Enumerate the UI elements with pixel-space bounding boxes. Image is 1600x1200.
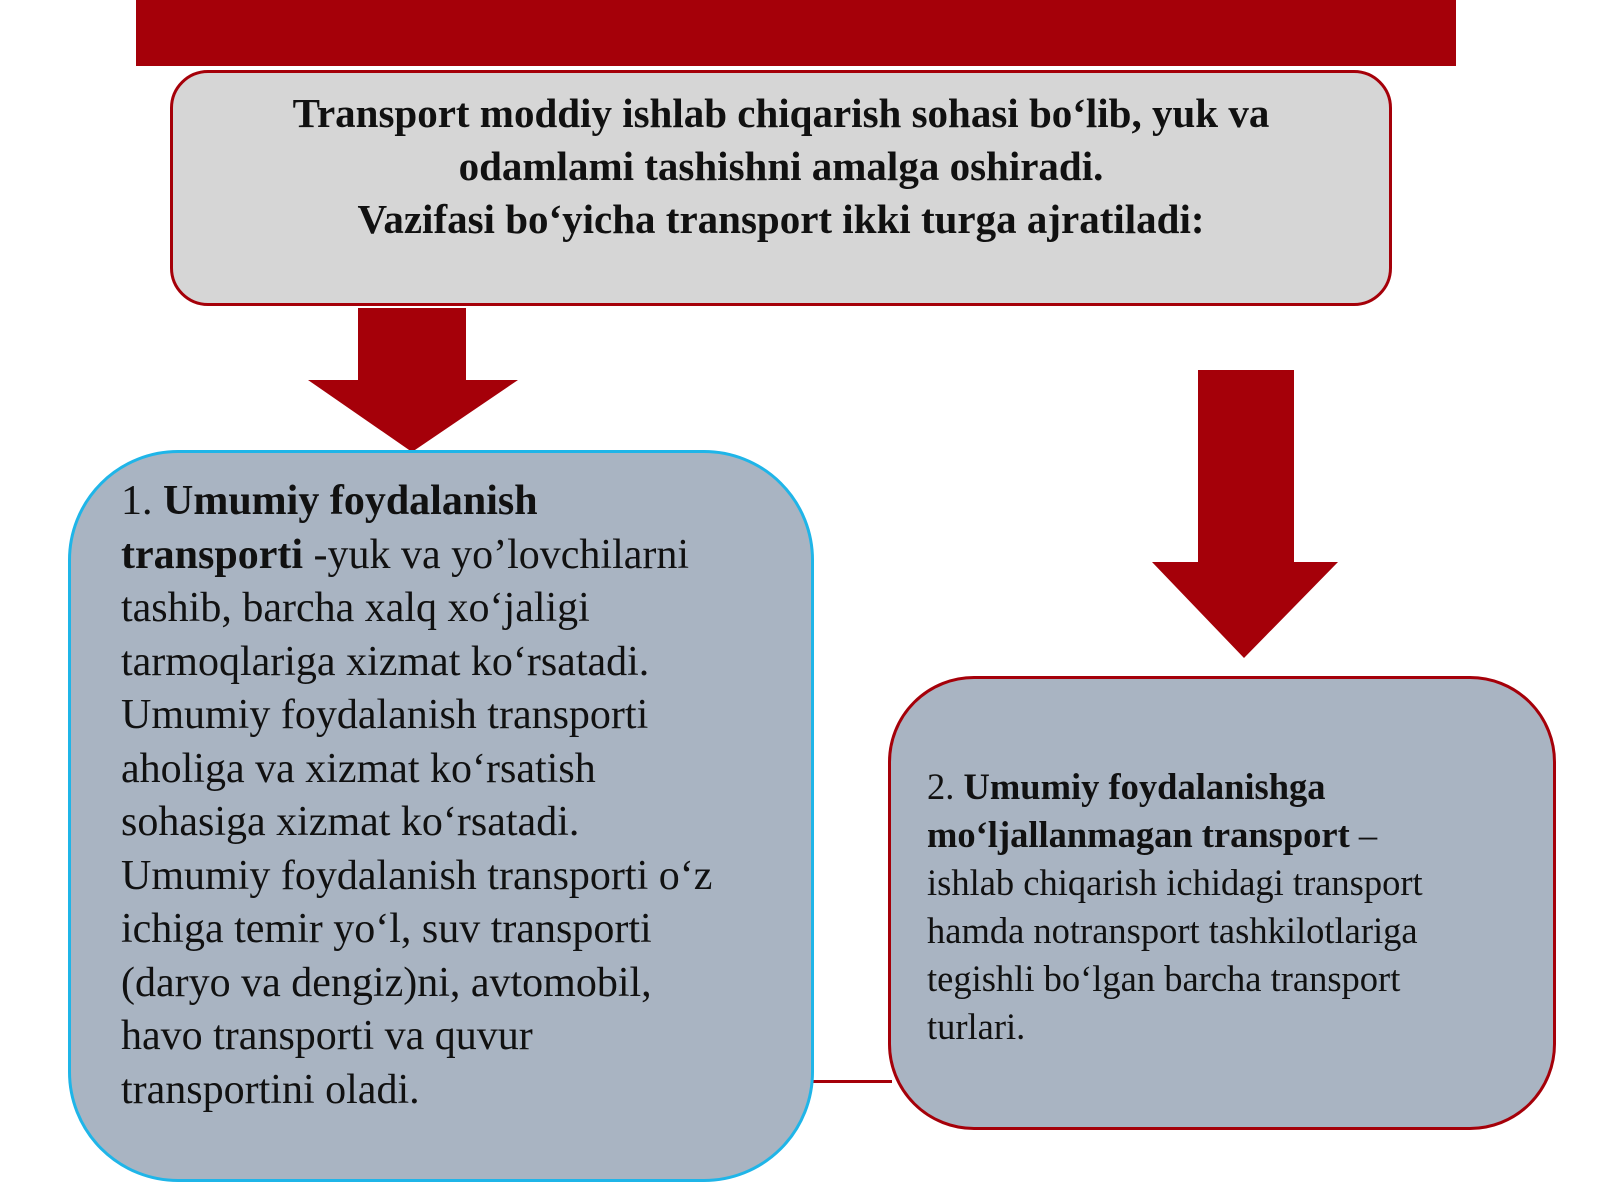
description-line: tegishli bo‘lgan barcha transport	[927, 958, 1401, 999]
description-line: tarmoqlariga xizmat ko‘rsatadi.	[121, 638, 650, 685]
arrow-down-left-icon	[306, 308, 520, 454]
description-line: transportini oladi.	[121, 1066, 420, 1113]
definition-line-2: odamlami tashishni amalga oshiradi.	[458, 143, 1104, 189]
description-line: -yuk va yo’lovchilarni	[313, 531, 690, 578]
public-transport-box	[68, 450, 814, 1182]
title-part-1: Umumiy foydalanish	[163, 478, 538, 524]
arrow-down-right-icon	[1150, 370, 1340, 660]
description-line: havo transporti va quvur	[121, 1013, 533, 1059]
description-line: (daryo va dengiz)ni, avtomobil,	[121, 959, 652, 1006]
item-number: 2.	[927, 766, 955, 807]
description-line: sohasiga xizmat ko‘rsatadi.	[121, 799, 580, 845]
description-line: Umumiy foydalanish transporti	[121, 692, 649, 738]
top-banner-bar	[136, 0, 1456, 66]
description-line: ishlab chiqarish ichidagi transport	[927, 862, 1423, 903]
description-line: turlari.	[927, 1006, 1026, 1047]
title-line-2	[927, 811, 1523, 859]
description-line: hamda notransport tashkilotlariga	[927, 910, 1418, 951]
item-number: 1.	[121, 478, 153, 524]
public-transport-title	[121, 475, 771, 529]
description-line: aholiga va xizmat ko‘rsatish	[121, 745, 596, 792]
title-line-2	[121, 529, 771, 583]
description-line: tashib, barcha xalq xo‘jaligi	[121, 585, 590, 631]
title-part-2: mo‘ljallanmagan transport	[927, 814, 1350, 855]
title-part-2: transporti	[121, 531, 303, 578]
non-public-transport-box	[888, 676, 1556, 1130]
title-part-1: Umumiy foydalanishga	[963, 766, 1326, 807]
definition-box	[170, 70, 1392, 306]
description-line: Umumiy foydalanish transporti o‘z	[121, 852, 713, 899]
definition-line-1: Transport moddiy ishlab chiqarish sohasi bo‘lib, yuk va	[292, 90, 1270, 136]
connector-line	[810, 1080, 892, 1083]
definition-line-3: Vazifasi bo‘yicha transport ikki turga ajratiladi:	[357, 196, 1205, 242]
non-public-transport-title	[927, 763, 1523, 811]
dash-separator: –	[1358, 814, 1378, 855]
description-line: ichiga temir yo‘l, suv transporti	[121, 906, 652, 952]
